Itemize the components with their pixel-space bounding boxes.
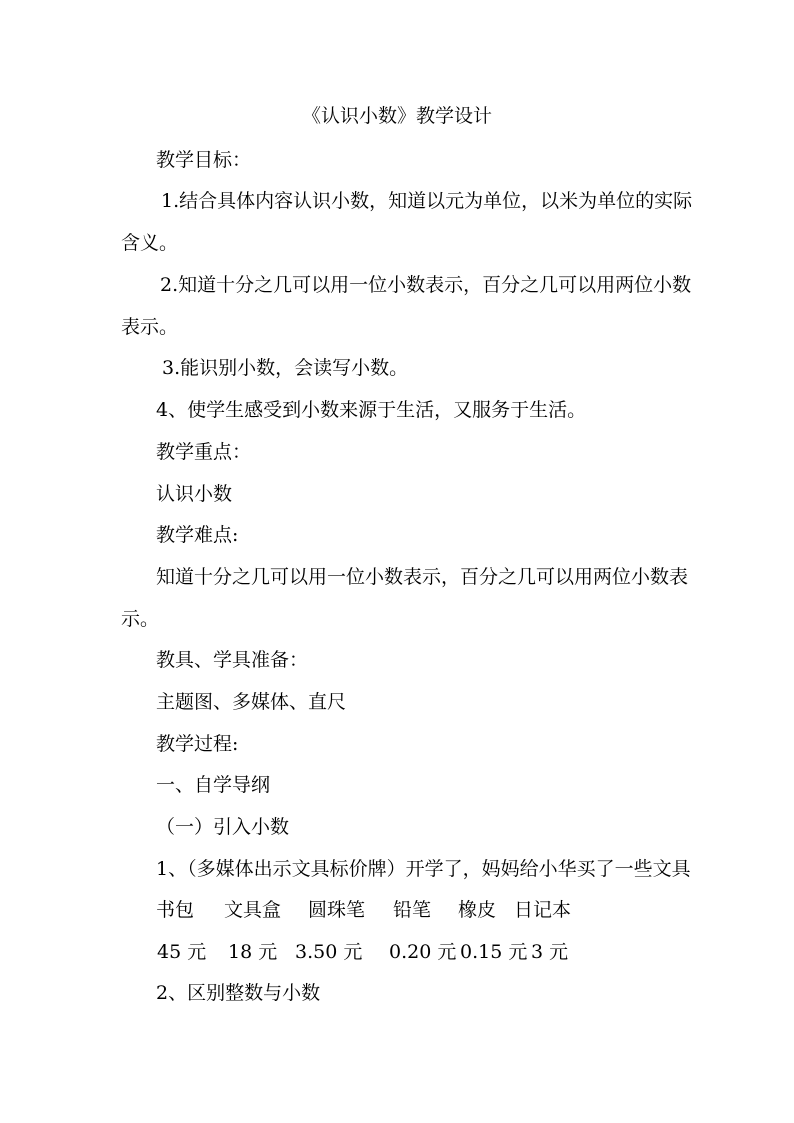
objective-1-line2: 含义。 xyxy=(121,232,179,254)
step-1: 1、（多媒体出示文具标价牌）开学了，妈妈给小华买了一些文具 xyxy=(156,858,691,880)
section-1: 一、自学导纲 xyxy=(156,774,271,796)
prices-row xyxy=(0,940,794,964)
item-eraser: 橡皮 xyxy=(458,899,497,921)
price-eraser: 0.15 元 xyxy=(460,941,528,963)
materials: 主题图、多媒体、直尺 xyxy=(156,691,347,713)
process-heading: 教学过程: xyxy=(156,733,239,755)
objective-2-line2: 表示。 xyxy=(121,316,179,338)
item-diary: 日记本 xyxy=(514,899,572,921)
materials-heading: 教具、学具准备： xyxy=(156,649,309,671)
item-pencil: 铅笔 xyxy=(393,899,432,921)
step-2: 2、区别整数与小数 xyxy=(156,982,321,1004)
objective-2-line1: 2.知道十分之几可以用一位小数表示，百分之几可以用两位小数 xyxy=(160,274,692,296)
difficulty-heading: 教学难点: xyxy=(156,524,239,546)
item-bag: 书包 xyxy=(156,899,195,921)
price-bag: 45 元 xyxy=(157,941,207,963)
document-title: 《认识小数》教学设计 xyxy=(301,105,492,127)
item-ballpoint-pen: 圆珠笔 xyxy=(308,899,366,921)
price-pencil-case: 18 元 xyxy=(228,941,278,963)
key-point: 认识小数 xyxy=(156,483,233,505)
subsection-1: （一）引入小数 xyxy=(156,816,290,838)
items-row xyxy=(0,898,794,922)
difficulty-line1: 知道十分之几可以用一位小数表示，百分之几可以用两位小数表 xyxy=(156,566,689,588)
item-pencil-case: 文具盒 xyxy=(224,899,282,921)
difficulty-line2: 示。 xyxy=(121,608,160,630)
price-pencil: 0.20 元 xyxy=(389,941,457,963)
key-point-heading: 教学重点： xyxy=(156,441,252,463)
objective-1-line1: 1.结合具体内容认识小数，知道以元为单位，以米为单位的实际 xyxy=(161,190,693,212)
price-diary: 3 元 xyxy=(531,941,569,963)
price-ballpoint-pen: 3.50 元 xyxy=(295,941,363,963)
objective-4: 4、使学生感受到小数来源于生活，又服务于生活。 xyxy=(156,399,587,421)
objectives-heading: 教学目标： xyxy=(156,149,252,171)
objective-3: 3.能识别小数，会读写小数。 xyxy=(162,357,409,379)
